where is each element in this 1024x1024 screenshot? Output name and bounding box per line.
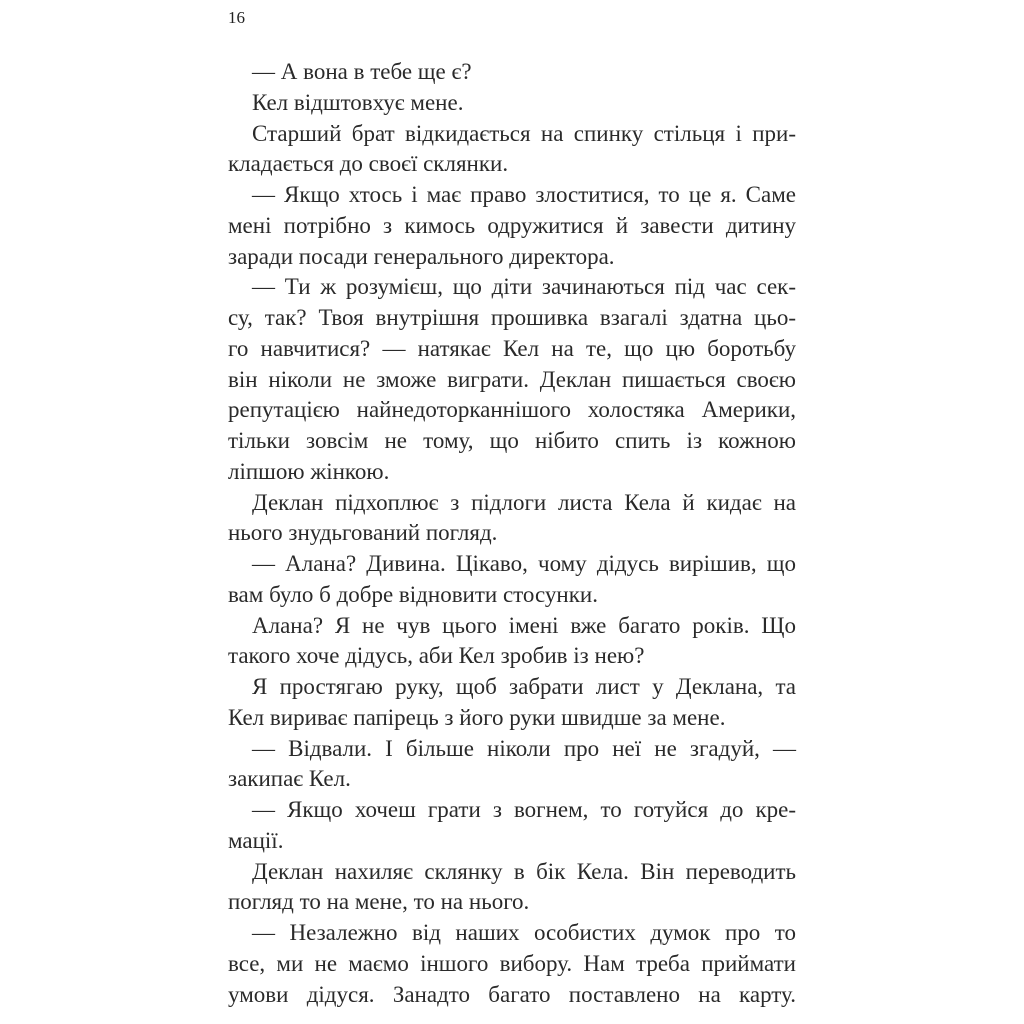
text-line: нього знудьгований погляд.: [228, 520, 498, 546]
text-line: — Незалежно від наших особистих думок про то: [252, 920, 796, 945]
text-line: Кел відштовхує мене.: [252, 89, 464, 115]
text-line: такого хоче дідусь, аби Кел зробив із нею?: [228, 643, 645, 669]
text-line: кладається до своєї склянки.: [228, 151, 509, 177]
text-line: вам було б добре відновити стосунки.: [228, 581, 598, 607]
book-text: [228, 57, 796, 1010]
page-number: 16: [228, 8, 245, 27]
text-line: Алана? Я не чув цього імені вже багато років. Що: [252, 612, 796, 638]
text-line: репутацією найнедоторканнішого холостяка Америки,: [228, 397, 796, 423]
text-line: мації.: [228, 827, 284, 853]
text-line: все, ми не маємо іншого вибору. Нам треба приймати: [228, 950, 796, 976]
text-line: умови дідуся. Занадто багато поставлено на карту.: [228, 981, 796, 1007]
text-line: Кел вириває папірець з його руки швидше за мене.: [228, 704, 726, 730]
text-line: су, так? Твоя внутрішня прошивка взагалі здатна цьо-: [228, 305, 796, 330]
text-line: Я простягаю руку, щоб забрати лист у Деклана, та: [252, 674, 796, 699]
text-line: — Якщо хтось і має право злоститися, то це я. Саме: [252, 182, 796, 207]
text-line: тільки зовсім не тому, що нібито спить із кожною: [228, 428, 796, 453]
text-line: — Якщо хочеш грати з вогнем, то готуйся до кре-: [252, 797, 796, 822]
text-line: го навчитися? — натякає Кел на те, що цю боротьбу: [228, 335, 796, 361]
text-line: — Ти ж розумієш, що діти зачинаються під час сек-: [252, 274, 796, 300]
text-line: Деклан нахиляє склянку в бік Кела. Він переводить: [252, 858, 796, 884]
text-line: заради посади генерального директора.: [228, 243, 615, 269]
text-line: Старший брат відкидається на спинку стільця і при-: [252, 120, 796, 146]
text-line: закипає Кел.: [228, 766, 351, 792]
text-line: ліпшою жінкою.: [228, 458, 390, 484]
text-line: — Алана? Дивина. Цікаво, чому дідусь вирішив, що: [252, 551, 796, 576]
text-line: — А вона в тебе ще є?: [252, 59, 472, 84]
text-line: Деклан підхоплює з підлоги листа Кела й кидає на: [252, 489, 796, 515]
text-line: — Відвали. І більше ніколи про неї не згадуй, —: [252, 735, 796, 761]
text-line: мені потрібно з кимось одружитися й завести дитину: [228, 212, 796, 238]
text-line: погляд то на мене, то на нього.: [228, 889, 530, 915]
text-line: він ніколи не зможе виграти. Деклан пишається своєю: [228, 366, 796, 392]
